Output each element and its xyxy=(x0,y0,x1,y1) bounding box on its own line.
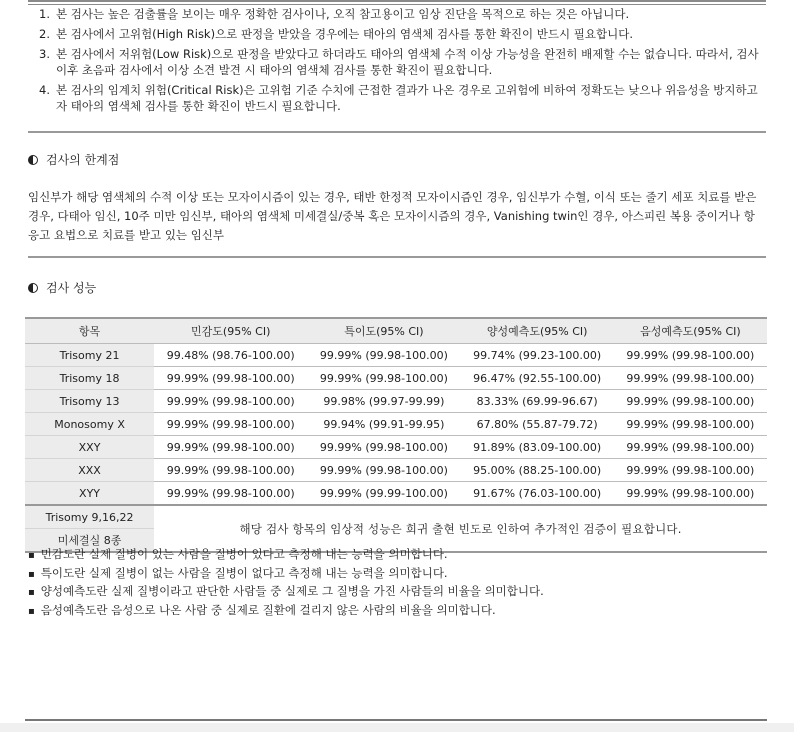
npv-cell: 99.99% (99.98-100.00) xyxy=(614,459,767,482)
table-row xyxy=(25,459,767,482)
section-divider xyxy=(28,131,766,133)
note-item xyxy=(28,82,766,114)
definitions-list xyxy=(28,546,544,620)
performance-section-title xyxy=(28,279,96,296)
performance-title-text: 검사 성능 xyxy=(46,281,97,295)
table-row xyxy=(25,413,767,436)
column-header: 특이도(95% CI) xyxy=(307,318,460,344)
row-label: 미세결실 8종 xyxy=(25,529,154,553)
sensitivity-cell: 99.99% (99.98-100.00) xyxy=(154,367,307,390)
ppv-cell: 91.67% (76.03-100.00) xyxy=(461,482,614,506)
note-text: 본 검사에서 저위험(Low Risk)으로 판정을 받았다고 하더라도 태아의 염색체 수적 이상 가능성을 완전히 배제할 수는 없습니다. 따라서, 검사 이후 초음파 검사에서 이상 소견 발견 시 태아의 염색체 검사를 통한 확진이 필요합니다. xyxy=(56,47,759,77)
row-label: XXX xyxy=(25,459,154,482)
note-item xyxy=(28,6,766,22)
row-label: Trisomy 21 xyxy=(25,344,154,367)
row-label: Trisomy 18 xyxy=(25,367,154,390)
specificity-cell: 99.99% (99.98-100.00) xyxy=(307,367,460,390)
note-text: 본 검사는 높은 검출률을 보이는 매우 정확한 검사이나, 오직 참고용이고 임상 진단을 목적으로 하는 것은 아닙니다. xyxy=(56,7,630,21)
sensitivity-cell: 99.99% (99.98-100.00) xyxy=(154,436,307,459)
limits-section-title xyxy=(28,151,119,168)
npv-cell: 99.99% (99.98-100.00) xyxy=(614,436,767,459)
sensitivity-cell: 99.99% (99.98-100.00) xyxy=(154,413,307,436)
column-header: 음성예측도(95% CI) xyxy=(614,318,767,344)
table-row xyxy=(25,390,767,413)
definition-item: ▪ 음성예측도란 음성으로 나온 사람 중 실제로 질환에 걸리지 않은 사람의 비율을 의미합니다. xyxy=(28,602,544,621)
specificity-cell: 99.99% (99.99-100.00) xyxy=(307,482,460,506)
ppv-cell: 83.33% (69.99-96.67) xyxy=(461,390,614,413)
npv-cell: 99.99% (99.98-100.00) xyxy=(614,390,767,413)
ppv-cell: 91.89% (83.09-100.00) xyxy=(461,436,614,459)
row-label: Trisomy 9,16,22 xyxy=(25,505,154,529)
limits-title-text: 검사의 한계점 xyxy=(46,153,120,167)
specificity-cell: 99.99% (99.98-100.00) xyxy=(307,459,460,482)
top-divider xyxy=(28,0,766,5)
note-item xyxy=(28,46,766,78)
section-divider xyxy=(28,256,766,258)
note-number: 2. xyxy=(39,27,50,41)
sensitivity-cell: 99.99% (99.98-100.00) xyxy=(154,482,307,506)
note-number: 3. xyxy=(39,47,50,61)
note-text: 본 검사의 임계치 위험(Critical Risk)은 고위험 기준 수치에 근접한 결과가 나온 경우로 고위험에 비하여 정확도는 낮으나 위음성을 방지하고자 태아의 염색체 검사를 통한 확진이 반드시 필요합니다. xyxy=(56,83,758,113)
note-number: 4. xyxy=(39,83,50,97)
half-circle-icon xyxy=(28,283,38,293)
limits-description: 임신부가 해당 염색체의 수적 이상 또는 모자이시즘이 있는 경우, 태반 한정적 모자이시즘인 경우, 임신부가 수혈, 이식 또는 줄기 세포 치료를 받은 경우, 다태아 임신, 10주 미만 임신부, 태아의 염색체 미세결실/중복 혹은 모자이시즘의 경우, Vanishing twin인 경우, 아스피린 복용 중이거나 항 응고 요법으로 치료를 받고 있는 임신부 xyxy=(28,190,757,242)
npv-cell: 99.99% (99.98-100.00) xyxy=(614,482,767,506)
table-row xyxy=(25,436,767,459)
definition-item: ▪ 양성예측도란 실제 질병이라고 판단한 사람들 중 실제로 그 질병을 가진 사람들의 비율을 의미합니다. xyxy=(28,583,544,602)
sensitivity-cell: 99.99% (99.98-100.00) xyxy=(154,459,307,482)
column-header: 항목 xyxy=(25,318,154,344)
ppv-cell: 96.47% (92.55-100.00) xyxy=(461,367,614,390)
note-item xyxy=(28,26,766,42)
notes-list xyxy=(28,6,766,118)
note-text: 본 검사에서 고위험(High Risk)으로 판정을 받았을 경우에는 태아의 염색체 검사를 통한 확진이 반드시 필요합니다. xyxy=(56,27,633,41)
npv-cell: 99.99% (99.98-100.00) xyxy=(614,367,767,390)
npv-cell: 99.99% (99.98-100.00) xyxy=(614,413,767,436)
row-label: Trisomy 13 xyxy=(25,390,154,413)
note-number: 1. xyxy=(39,7,50,21)
specificity-cell: 99.94% (99.91-99.95) xyxy=(307,413,460,436)
row-label: XYY xyxy=(25,482,154,506)
definition-item: ▪ 민감도란 실제 질병이 있는 사람을 질병이 있다고 측정해 내는 능력을 의미합니다. xyxy=(28,546,544,565)
column-header: 양성예측도(95% CI) xyxy=(461,318,614,344)
definition-item: ▪ 특이도란 실제 질병이 없는 사람을 질병이 없다고 측정해 내는 능력을 의미합니다. xyxy=(28,565,544,584)
row-label: Monosomy X xyxy=(25,413,154,436)
table-row xyxy=(25,505,767,529)
sensitivity-cell: 99.48% (98.76-100.00) xyxy=(154,344,307,367)
specificity-cell: 99.99% (99.98-100.00) xyxy=(307,344,460,367)
sensitivity-cell: 99.99% (99.98-100.00) xyxy=(154,390,307,413)
page-bottom-band xyxy=(0,723,794,732)
table-row xyxy=(25,482,767,506)
specificity-cell: 99.98% (99.97-99.99) xyxy=(307,390,460,413)
ppv-cell: 67.80% (55.87-79.72) xyxy=(461,413,614,436)
column-header: 민감도(95% CI) xyxy=(154,318,307,344)
rare-items-note: 해당 검사 항목의 임상적 성능은 희귀 출현 빈도로 인하여 추가적인 검증이 필요합니다. xyxy=(154,505,767,552)
table-header-row xyxy=(25,318,767,344)
performance-table xyxy=(25,317,767,553)
row-label: XXY xyxy=(25,436,154,459)
table-row xyxy=(25,344,767,367)
half-circle-icon xyxy=(28,155,38,165)
specificity-cell: 99.99% (99.98-100.00) xyxy=(307,436,460,459)
ppv-cell: 99.74% (99.23-100.00) xyxy=(461,344,614,367)
bottom-divider xyxy=(25,719,767,721)
npv-cell: 99.99% (99.98-100.00) xyxy=(614,344,767,367)
table-row xyxy=(25,367,767,390)
ppv-cell: 95.00% (88.25-100.00) xyxy=(461,459,614,482)
